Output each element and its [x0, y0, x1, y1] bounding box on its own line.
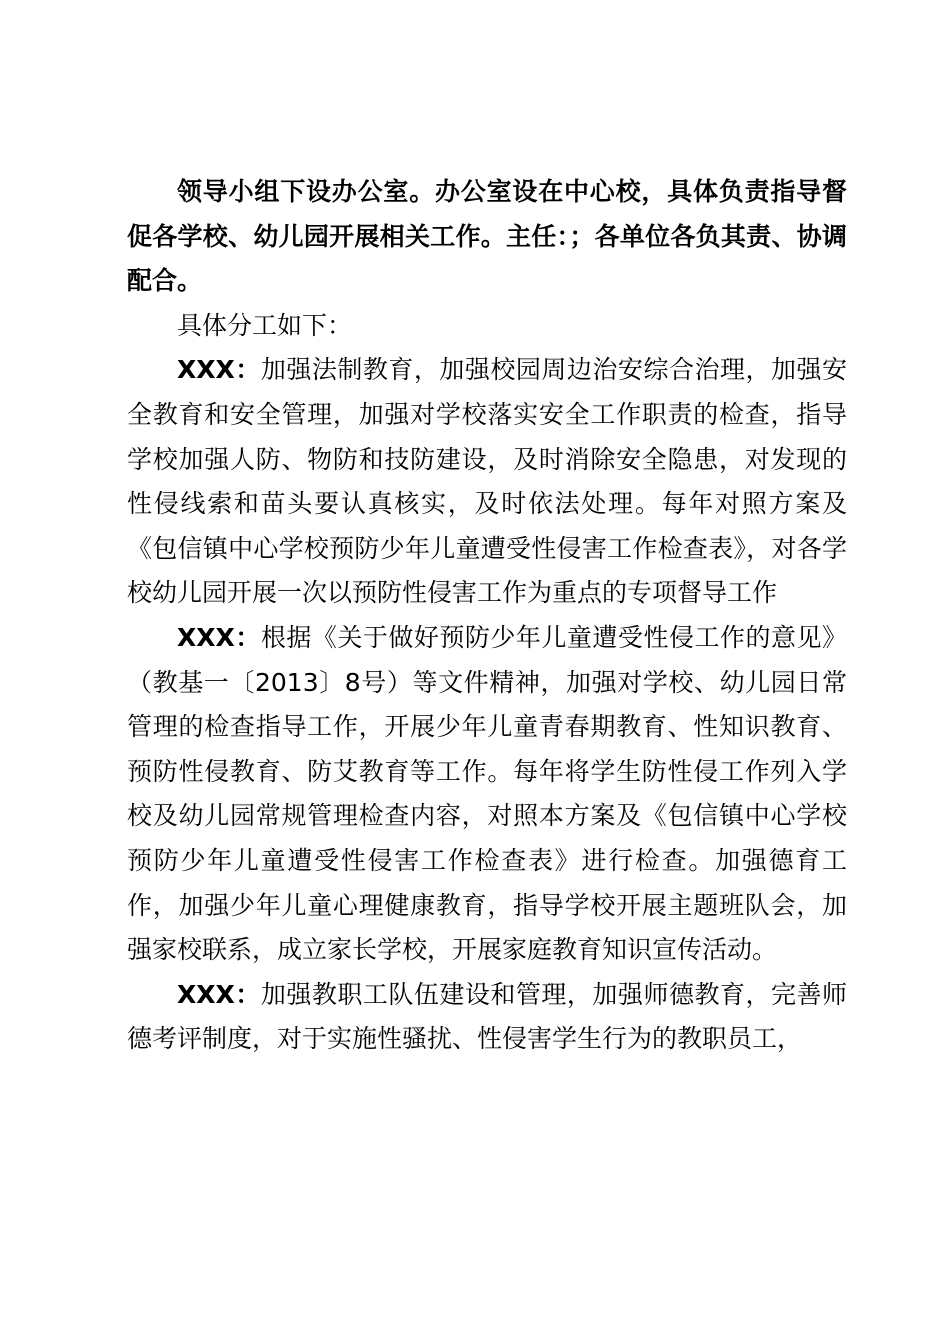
duty-lead: XXX： [177, 355, 261, 385]
division-heading: 具体分工如下： [177, 310, 353, 340]
duty-lead: XXX： [177, 979, 261, 1009]
duty-text: 加强教职工队伍建设和管理，加强师德教育，完善师德考评制度，对于实施性骚扰、性侵害学生行为的教职员工， [127, 979, 847, 1054]
duty-lead: XXX： [177, 622, 261, 652]
duty-text: 加强法制教育，加强校园周边治安综合治理，加强安全教育和安全管理，加强对学校落实安全工作职责的检查，指导学校加强人防、物防和技防建设，及时消除安全隐患，对发现的性侵线索和苗头要认真核实，及时依法处理。每年对照方案及《包信镇中心学校预防少年儿童遭受性侵害工作检查表》，对各学校幼儿园开展一次以预防性侵害工作为重点的专项督导工作 [127, 355, 847, 608]
intro-paragraph: 领导小组下设办公室。办公室设在中心校，具体负责指导督促各学校、幼儿园开展相关工作。主任：；各单位各负其责、协调配合。 [127, 177, 847, 296]
document-body [127, 170, 847, 1062]
duty-text: 根据《关于做好预防少年儿童遭受性侵工作的意见》（教基一〔2013〕8号）等文件精神，加强对学校、幼儿园日常管理的检查指导工作，开展少年儿童青春期教育、性知识教育、预防性侵教育、防艾教育等工作。每年将学生防性侵工作列入学校及幼儿园常规管理检查内容，对照本方案及《包信镇中心学校预防少年儿童遭受性侵害工作检查表》进行检查。加强德育工作，加强少年儿童心理健康教育，指导学校开展主题班队会，加强家校联系，成立家长学校，开展家庭教育知识宣传活动。 [127, 622, 847, 965]
duty-paragraph [127, 973, 847, 1062]
duty-paragraph [127, 616, 847, 973]
duty-paragraph [127, 348, 847, 616]
